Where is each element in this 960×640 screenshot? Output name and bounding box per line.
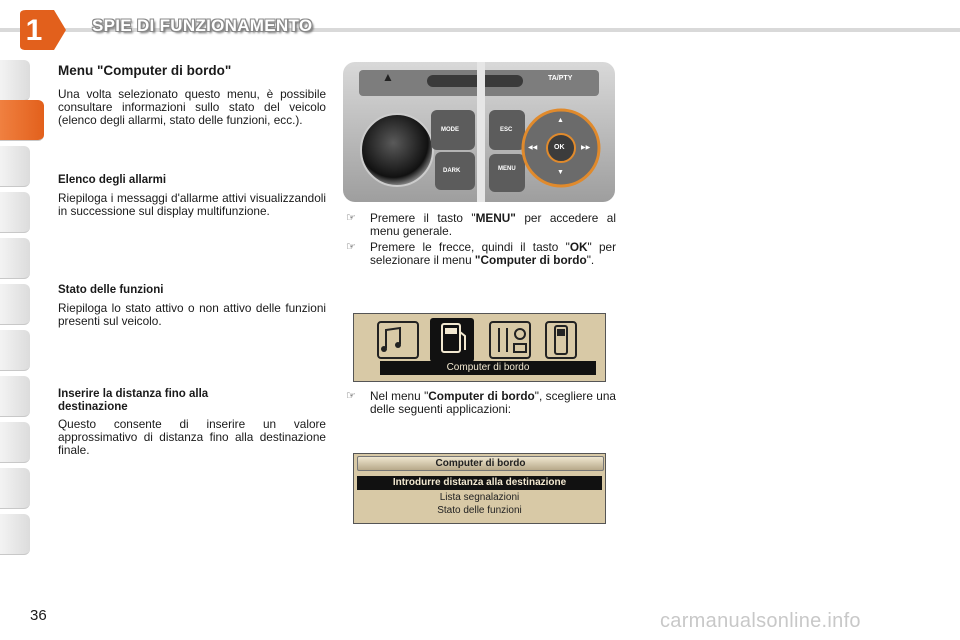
status-heading: Stato delle funzioni bbox=[58, 284, 164, 296]
chapter-tab[interactable] bbox=[0, 60, 30, 101]
bullet-press-arrows bbox=[346, 241, 616, 283]
menu-name-label: "Computer di bordo bbox=[474, 253, 587, 267]
pointing-hand-icon: ☞ bbox=[346, 212, 356, 224]
chapter-tab[interactable] bbox=[0, 376, 30, 417]
text: Premere le frecce, quindi il tasto " bbox=[370, 240, 570, 254]
display-main-menu bbox=[353, 313, 606, 382]
phone-icon[interactable] bbox=[544, 320, 578, 360]
pointing-hand-icon: ☞ bbox=[346, 241, 356, 253]
chapter-number: 1 bbox=[25, 14, 43, 47]
text: ", scegliere una delle seguenti applicazioni: bbox=[370, 389, 616, 416]
settings-icon[interactable] bbox=[488, 320, 532, 360]
chapter-tab-active[interactable] bbox=[0, 100, 44, 141]
ta-pty-button[interactable]: TA/PTY bbox=[548, 75, 573, 82]
chapter-tab[interactable] bbox=[0, 330, 30, 371]
text: Nel menu " bbox=[370, 389, 429, 403]
menu-name-label: Computer di bordo bbox=[428, 389, 535, 403]
display-trip-computer-menu bbox=[353, 453, 606, 524]
chapter-tab[interactable] bbox=[0, 468, 30, 509]
page-number: 36 bbox=[30, 607, 47, 624]
bullet-choose-app bbox=[346, 390, 616, 432]
bullet-press-menu bbox=[346, 212, 616, 240]
arrow-right-icon[interactable]: ▶▶ bbox=[581, 145, 591, 151]
menu-item[interactable]: Stato delle funzioni bbox=[437, 505, 522, 516]
menu-title: Computer di bordo bbox=[357, 456, 604, 471]
distance-heading: Inserire la distanza fino alla destinazione bbox=[58, 388, 209, 413]
arrow-down-icon[interactable]: ▼ bbox=[557, 169, 564, 176]
menu-button[interactable]: MENU bbox=[498, 166, 516, 172]
alarms-paragraph: Riepiloga i messaggi d'allarme attivi visualizzandoli in successione sul display multifunzione. bbox=[58, 191, 326, 218]
menu-key-label: MENU" bbox=[475, 211, 516, 225]
text: " per selezionare il menu bbox=[370, 240, 617, 267]
chapter-tab[interactable] bbox=[0, 146, 30, 187]
pointing-hand-icon: ☞ bbox=[346, 390, 356, 402]
text: ". bbox=[586, 253, 595, 267]
menu-item[interactable]: Lista segnalazioni bbox=[439, 492, 520, 503]
text: per accedere al menu generale. bbox=[370, 211, 616, 238]
menu-item-selected[interactable]: Introdurre distanza alla destinazione bbox=[357, 476, 602, 490]
chapter-title: SPIE DI FUNZIONAMENTO bbox=[92, 16, 313, 35]
text: Premere il tasto " bbox=[370, 211, 476, 225]
arrow-left-icon[interactable]: ◀◀ bbox=[528, 145, 538, 151]
section-title: Menu "Computer di bordo" bbox=[58, 63, 232, 78]
esc-button[interactable]: ESC bbox=[500, 127, 513, 133]
audio-icon[interactable] bbox=[376, 320, 420, 360]
distance-paragraph: Questo consente di inserire un valore approssimativo di distanza fino alla destinazione finale. bbox=[58, 417, 326, 457]
trip-computer-icon[interactable] bbox=[434, 322, 470, 358]
chapter-tab[interactable] bbox=[0, 238, 30, 279]
intro-paragraph: Una volta selezionato questo menu, è possibile consultare informazioni sullo stato del veicolo (elenco degli allarmi, stato delle funzioni, ecc.). bbox=[58, 87, 326, 127]
status-paragraph: Riepiloga lo stato attivo o non attivo delle funzioni presenti sul veicolo. bbox=[58, 301, 326, 328]
chapter-tab[interactable] bbox=[0, 514, 30, 555]
ok-button[interactable]: OK bbox=[554, 144, 565, 151]
dark-button[interactable]: DARK bbox=[443, 168, 461, 174]
chapter-tab[interactable] bbox=[0, 192, 30, 233]
chapter-tab[interactable] bbox=[0, 422, 30, 463]
selected-menu-label[interactable]: Computer di bordo bbox=[380, 361, 596, 375]
alarms-heading: Elenco degli allarmi bbox=[58, 174, 167, 186]
eject-icon[interactable]: ▲ bbox=[382, 70, 394, 84]
arrow-up-icon[interactable]: ▲ bbox=[557, 117, 564, 124]
mode-button[interactable]: MODE bbox=[441, 127, 459, 133]
ok-key-label: OK bbox=[569, 240, 588, 254]
chapter-tab[interactable] bbox=[0, 284, 30, 325]
chapter-tabs bbox=[0, 60, 34, 580]
watermark: carmanualsonline.info bbox=[660, 610, 861, 632]
